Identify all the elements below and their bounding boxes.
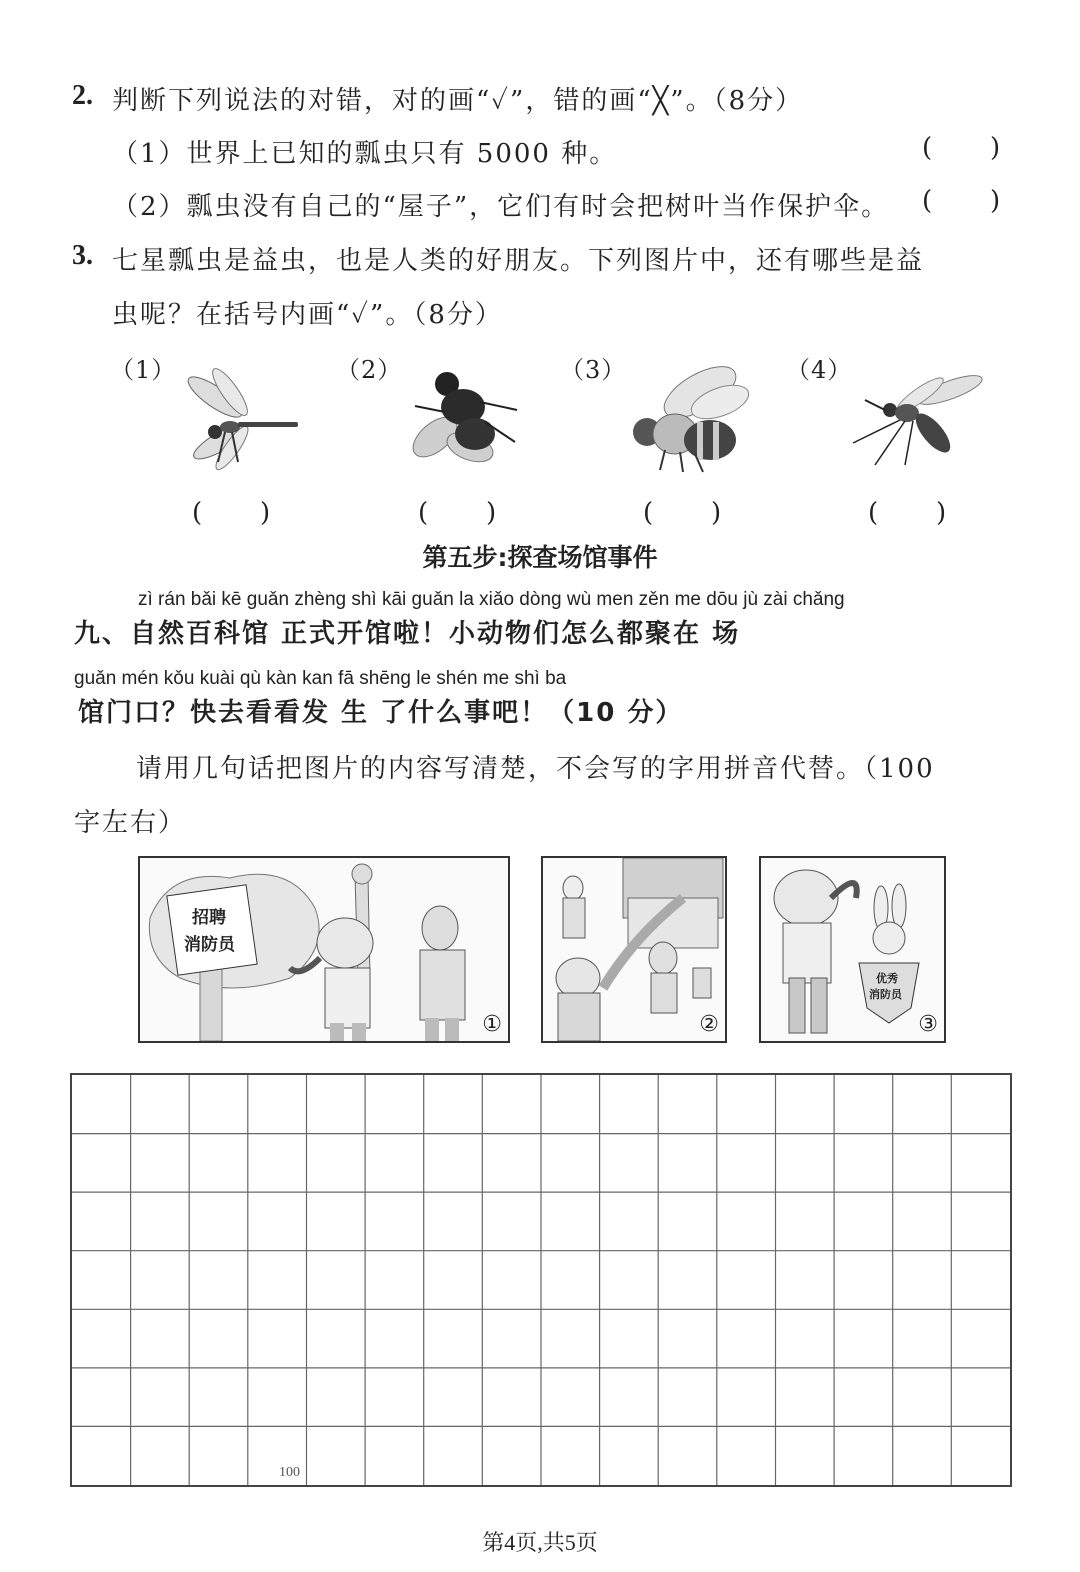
question-2-number: 2. [72,80,93,111]
grid-100-marker: 100 [279,1465,300,1480]
picture-panel-1 [138,856,510,1043]
question-3-number: 3. [72,240,93,271]
insect-label-4: （4） [786,356,853,384]
insect-label-3: （3） [560,356,627,384]
pinyin-line-1: zì rán bǎi kē guǎn zhèng shì kāi guǎn la xiǎo dòng wù men zěn me dōu jù zài chǎng [138,589,845,610]
question-9-line-2: 馆门口？快去看看发 生 了什么事吧！（10 分） [78,698,684,728]
insect-label-2: （2） [336,356,403,384]
fly-icon [405,362,525,477]
question-3-prompt-line1: 七星瓢虫是益虫，也是人类的好朋友。下列图片中，还有哪些是益 [112,246,925,276]
instruction-line-1: 请用几句话把图片的内容写清楚，不会写的字用拼音代替。（100 [136,754,935,784]
question-2-prompt: 判断下列说法的对错，对的画“✓”，错的画“╳”。（8分） [112,86,804,116]
panel-1-sign-line2: 消防员 [184,935,235,955]
question-2-item-2: （2）瓢虫没有自己的“屋子”，它们有时会把树叶当作保护伞。 [112,192,890,222]
writing-grid[interactable] [70,1073,1012,1487]
bee-icon [625,362,755,477]
panel-1-number: ① [482,1012,502,1037]
answer-blank-2-2[interactable]: ( ) [922,186,1001,216]
picture-panel-3 [759,856,946,1043]
answer-blank-3-4[interactable]: ( ) [868,498,947,528]
question-9-line-1: 九、自然百科馆 正式开馆啦！小动物们怎么都聚在 场 [74,619,741,649]
section-title: 第五步:探查场馆事件 [422,543,658,572]
answer-blank-2-1[interactable]: ( ) [922,133,1001,163]
mosquito-icon [845,365,985,470]
panel-3-banner-line2: 消防员 [869,988,902,1001]
instruction-line-2: 字左右） [74,808,187,838]
answer-blank-3-2[interactable]: ( ) [418,498,497,528]
question-2-item-1: （1）世界上已知的瓢虫只有 5000 种。 [112,139,618,169]
panel-3-banner-line1: 优秀 [876,972,898,985]
page-footer: 第4页,共5页 [482,1530,598,1555]
answer-blank-3-1[interactable]: ( ) [192,498,271,528]
panel-3-number: ③ [918,1012,938,1037]
dragonfly-icon [180,362,305,472]
answer-blank-3-3[interactable]: ( ) [643,498,722,528]
panel-1-sign-line1: 招聘 [192,908,226,928]
pinyin-line-2: guǎn mén kǒu kuài qù kàn kan fā shēng le shén me shì ba [74,668,567,689]
question-3-prompt-line2: 虫呢？在括号内画“✓”。（8分） [112,300,503,330]
insect-label-1: （1） [110,356,177,384]
picture-panel-2 [541,856,727,1043]
panel-2-number: ② [699,1012,719,1037]
